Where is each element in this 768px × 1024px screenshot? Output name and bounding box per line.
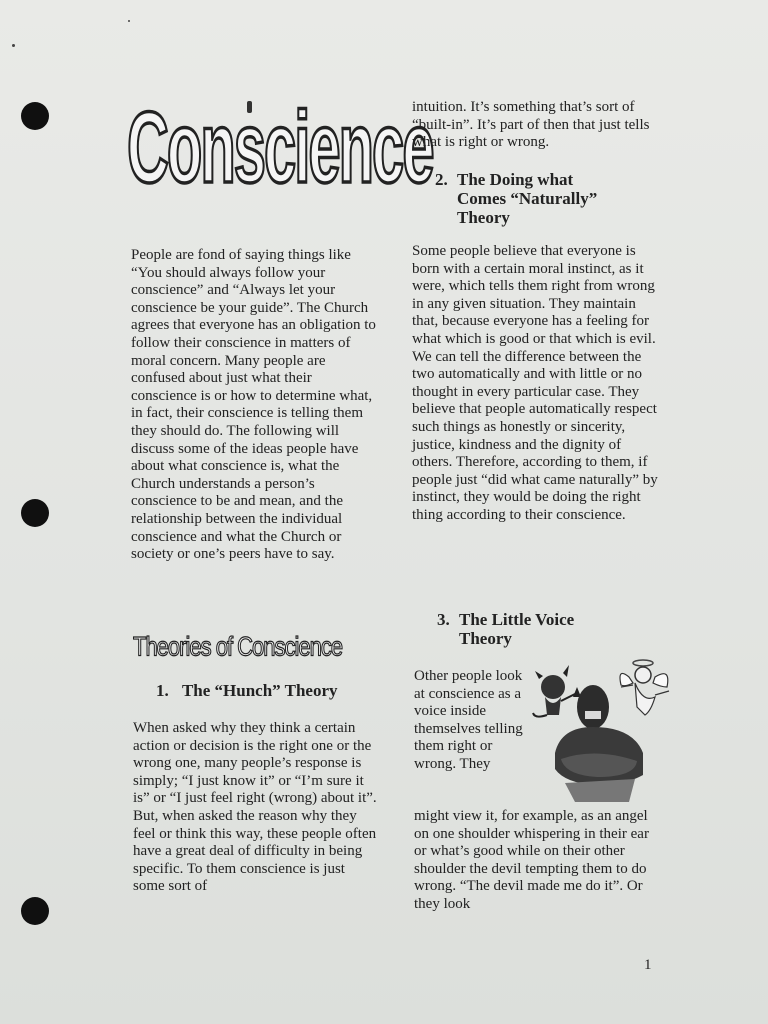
angel-figure-icon (620, 660, 669, 715)
binder-hole (21, 897, 49, 925)
theory-3-title-line1: The Little Voice (459, 610, 575, 629)
section-subtitle: Theories of Conscience (133, 631, 343, 662)
theory-2-paragraph (412, 243, 662, 525)
angel-devil-illustration (525, 657, 677, 802)
theory-3-title-line2: Theory (459, 629, 512, 648)
theory-2-number: 2. (435, 170, 448, 189)
theory-2-title-line2: Comes “Naturally” (457, 189, 598, 208)
theory-1-paragraph (133, 720, 379, 896)
theory-2-heading (435, 170, 645, 227)
theory-1-heading (156, 681, 376, 700)
theory-2-title-line3: Theory (457, 208, 510, 227)
paper-speck (12, 44, 15, 47)
theory-3-paragraph-cont (414, 808, 664, 914)
page-number: 1 (644, 957, 652, 973)
theory-2-text: Some people believe that everyone is born with a certain moral instinct, as it were, which tells them right from wrong in any given situation. They maintain that, because everyone has a feeling for what which is good or that which is evil. We can tell the difference between the two automatically and with little or no thought in every particular case. They believe that people automatically respect such things as honestly or sincerity, justice, kindness and the dignity of others. Therefore, according to them, if people just “did what came naturally” by instinct, they would be doing the right thing according to their conscience. (412, 243, 658, 523)
paper-speck (128, 20, 130, 22)
theory-1-number: 1. (156, 681, 169, 700)
devil-figure-icon (533, 665, 581, 717)
intro-text: People are fond of saying things like “You should always follow your conscience” and “Always let your conscience be your guide”. The Church agrees that everyone has an obligation to follow their conscience in matters of moral concern. Many people are confused about just what their conscience is or how to determine what, in fact, their conscience is telling them they should do. The following will discuss some of the ideas people have about what conscience is, what the Church understands a person’s conscience to be and mean, and the relationship between the individual conscience and what the Church or society or one’s peers have to say. (131, 247, 376, 563)
continuation-paragraph (412, 99, 662, 152)
theory-3-paragraph-wrap (414, 668, 524, 774)
theory-1-text: When asked why they think a certain action or decision is the right one or the wrong one, many people’s response is simply; “I just know it” or “I’m sure it is” or “I just feel right (wrong) about it”. But, when asked the reason why they feel or think this way, these people often have a great deal of difficulty in being specific. To them conscience is just some sort of (133, 720, 377, 895)
theory-3-number: 3. (437, 610, 450, 629)
theory-1-title: The “Hunch” Theory (181, 681, 338, 700)
theory-3-text-cont: might view it, for example, as an angel on one shoulder whispering in their ear or what’s good while on their other shoulder the devil tempting them to do wrong. “The devil made me do it”. Or they look (414, 808, 649, 912)
binder-hole (21, 499, 49, 527)
person-figure-icon (555, 685, 643, 802)
page-title: Conscience (127, 91, 433, 205)
binder-hole (21, 102, 49, 130)
theory-2-title-line1: The Doing what (457, 170, 574, 189)
continuation-text: intuition. It’s something that’s sort of “built-in”. It’s part of then that just tells what is right or wrong. (412, 99, 650, 151)
theory-3-text-wrap: Other people look at conscience as a voice inside themselves telling them right or wrong. They (414, 668, 523, 772)
theory-3-heading (437, 610, 647, 648)
intro-paragraph (131, 247, 377, 564)
